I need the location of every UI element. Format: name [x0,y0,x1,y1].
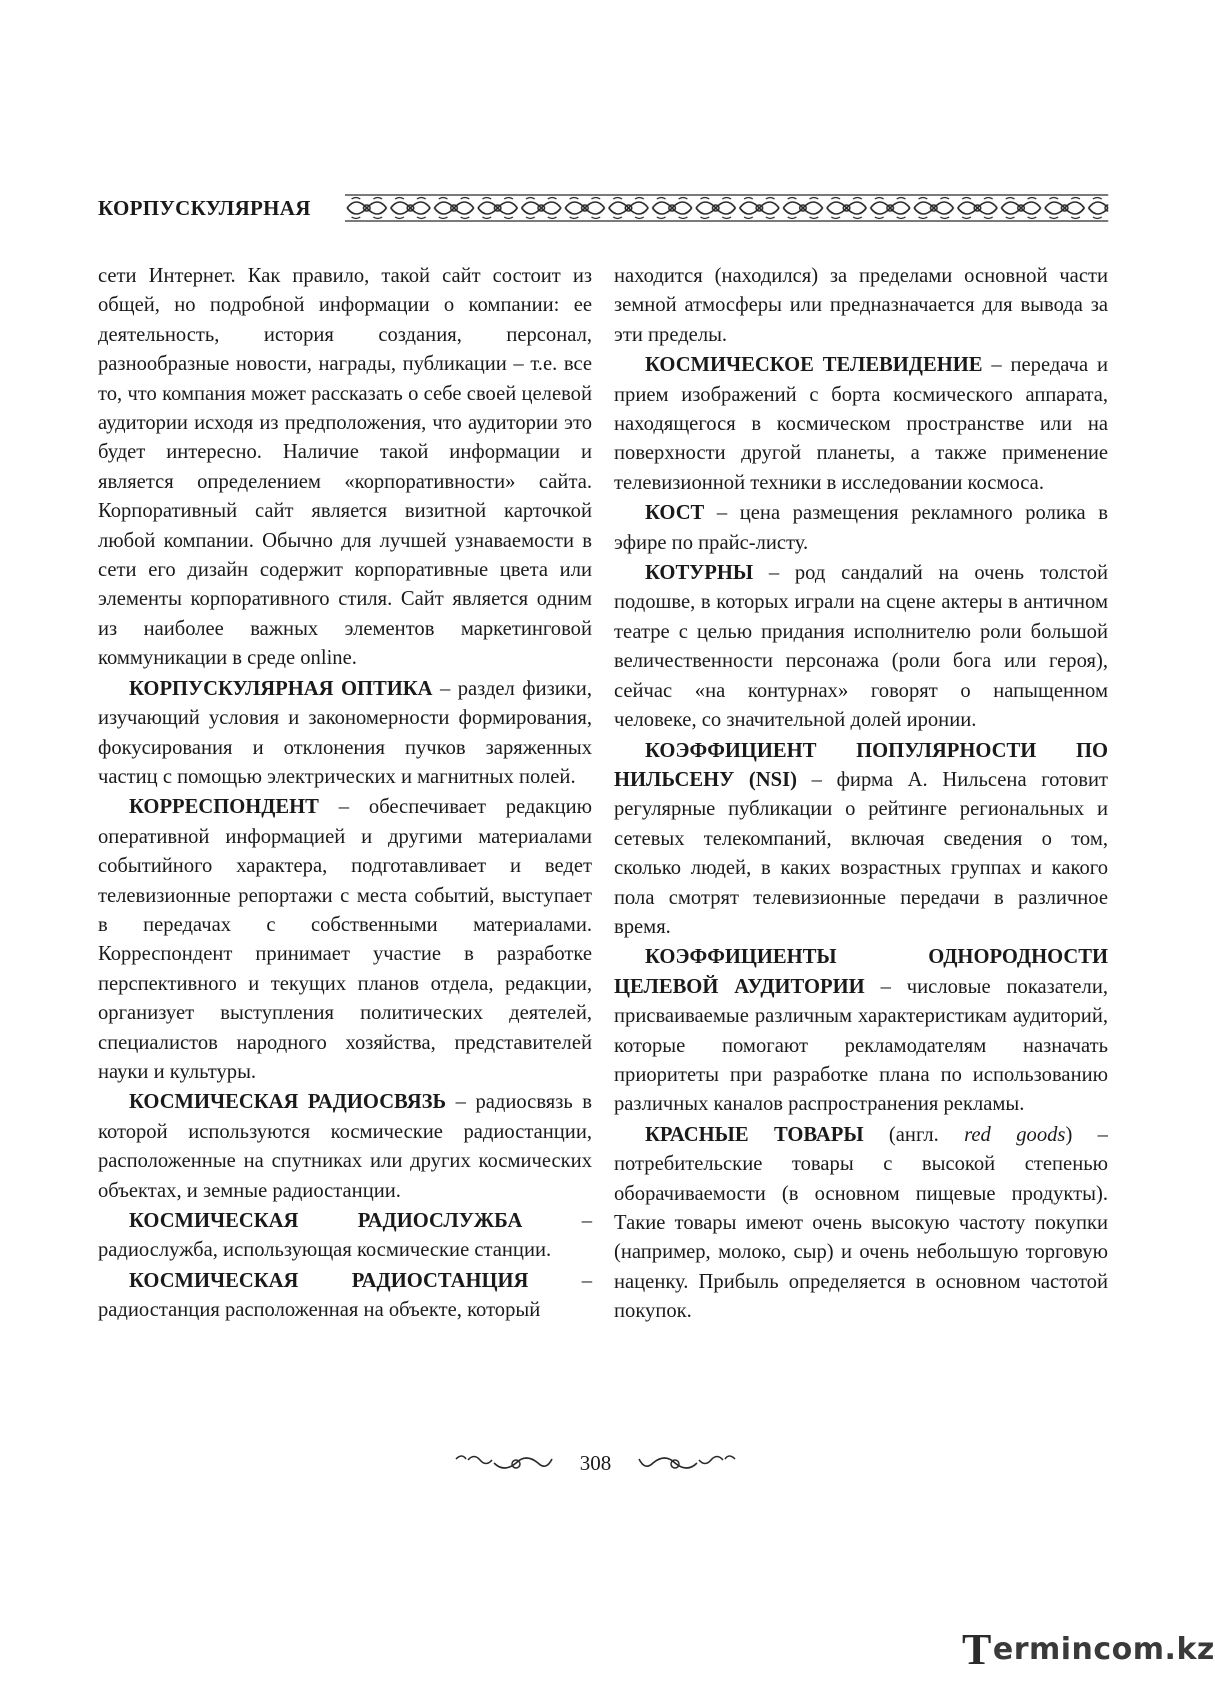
entry-term: КОСМИЧЕСКАЯ РАДИОСЛУЖБА [129,1210,523,1232]
dictionary-entry [614,351,1108,498]
entry-term: КОСМИЧЕСКАЯ РАДИОСВЯЗЬ [129,1091,447,1114]
entry-definition: – род сандалий на очень толстой подошве, в которых играли на сцене актеры в античном театре с целью придания исполнителю роли большой величественности персонажа (роли бога или героя), сейчас «на контурнах» говорят о напыщенном человеке, со значительной долей иронии. [614,562,1108,732]
watermark-text: ermincom.kz [992,1631,1215,1667]
entry-definition: сети Интернет. Как правило, такой сайт состоит из общей, но подробной информации о компании: ее деятельность, история создания, персонал, разнообразные новости, награды, публикации – т.е. все то, что компания может рассказать о себе своей целевой аудитории исходя из предположения, что аудитории это будет интересно. Наличие такой информации и является определением «корпоративности» сайта. Корпоративный сайт является визитной карточкой любой компании. Обычно для лучшей узнаваемости в сети его дизайн содержит корпоративные цвета или элементы корпоративного стиля. Сайт является одним из наиболее важных элементов маркетинговой коммуникации в среде online. [98,265,592,670]
dictionary-entry [614,943,1108,1119]
dictionary-entry [98,793,592,1087]
entry-definition: находится (находился) за пределами основной части земной атмосферы или предназначается для вывода за эти пределы. [614,265,1108,346]
entry-term: КОСМИЧЕСКАЯ РАДИОСТАНЦИЯ [129,1269,529,1292]
text-columns [98,262,1108,1328]
right-column [614,262,1108,1328]
entry-term: КОЭФФИЦИЕНТ ПОПУЛЯРНОСТИ ПО НИЛЬСЕНУ (NSI) [614,739,1108,791]
entry-origin-prefix: (англ. [863,1123,965,1146]
dictionary-entry [614,262,1108,350]
entry-definition: – радиосвязь в которой используются космические радиостанции, расположенные на спутниках или других космических объектах, и земные радиостанции. [98,1091,592,1202]
entry-definition: – раздел физики, изучающий условия и закономерности формирования, фокусирования и отклонения пучков заряженных частиц с помощью электрических и магнитных полей. [98,677,592,788]
dictionary-entry [614,1121,1108,1327]
entry-definition: ) – потребительские товары с высокой степенью оборачиваемости (в основном пищевые продукты). Такие товары имеют очень высокую частоту покупки (например, молоко, сыр) и очень небольшую торговую наценку. Прибыль определяется в основном частотой покупок. [614,1123,1108,1323]
dictionary-entry [98,262,592,674]
entry-definition: – передача и прием изображений с борта космического аппарата, находящегося в космическом пространстве или на поверхности другой планеты, а также применение телевизионной техники в исследовании космоса. [614,354,1108,494]
running-title: КОРПУСКУЛЯРНАЯ [98,195,311,220]
page-footer [0,1448,1191,1478]
entry-term: КОСТ [645,502,705,525]
watermark-initial: T [962,1624,992,1674]
dictionary-entry [98,1207,592,1266]
dictionary-entry [98,675,592,793]
entry-term: КОТУРНЫ [645,562,754,585]
entry-definition: – радиостанция расположенная на объекте, который [98,1269,592,1322]
entry-term: КОРРЕСПОНДЕНТ [129,796,319,819]
dictionary-entry [614,737,1108,943]
left-column [98,262,592,1328]
dictionary-entry [614,559,1108,735]
entry-term: КОСМИЧЕСКОЕ ТЕЛЕВИДЕНИЕ [645,354,983,377]
running-header [98,192,1108,224]
entry-definition: – обеспечивает редакцию оперативной информацией и другими материалами событийного характера, подготавливает и ведет телевизионные репортажи с места событий, выступает в передачах с собственными материалами. Корреспондент принимает участие в разработке перспективного и текущих планов отдела, редакции, организует выступления политических деятелей, специалистов народного хозяйства, представителей науки и культуры. [98,796,592,1083]
dictionary-entry [98,1267,592,1326]
entry-term: КОРПУСКУЛЯРНАЯ ОПТИКА [129,677,433,700]
watermark-logo [962,1626,1215,1672]
dictionary-entry [98,1088,592,1206]
entry-definition: – радиослужба, использующая космические станции. [98,1210,592,1262]
entry-term: КОЭФФИЦИЕНТЫ ОДНОРОДНОСТИ ЦЕЛЕВОЙ АУДИТОРИИ [614,946,1108,998]
entry-term: КРАСНЫЕ ТОВАРЫ [645,1123,864,1146]
left-flourish-icon [454,1451,554,1475]
entry-definition: – числовые показатели, присваиваемые различным характеристикам аудиторий, которые помогают рекламодателям назначать приоритеты при разработке плана по использованию различных каналов распространения рекламы. [614,975,1109,1116]
entry-definition: – цена размещения рекламного ролика в эфире по прайс-листу. [614,502,1108,554]
dictionary-entry [614,499,1108,558]
ornament-band-icon [345,193,1108,223]
right-flourish-icon [637,1451,737,1475]
page-number: 308 [579,1450,612,1475]
entry-definition: – фирма А. Нильсена готовит регулярные публикации о рейтинге региональных и сетевых телекомпаний, включая сведения о том, сколько людей, в каких возрастных группах и какого пола смотрят телевизионные передачи в различное время. [614,768,1108,938]
entry-foreign-term: red goods [964,1123,1066,1146]
